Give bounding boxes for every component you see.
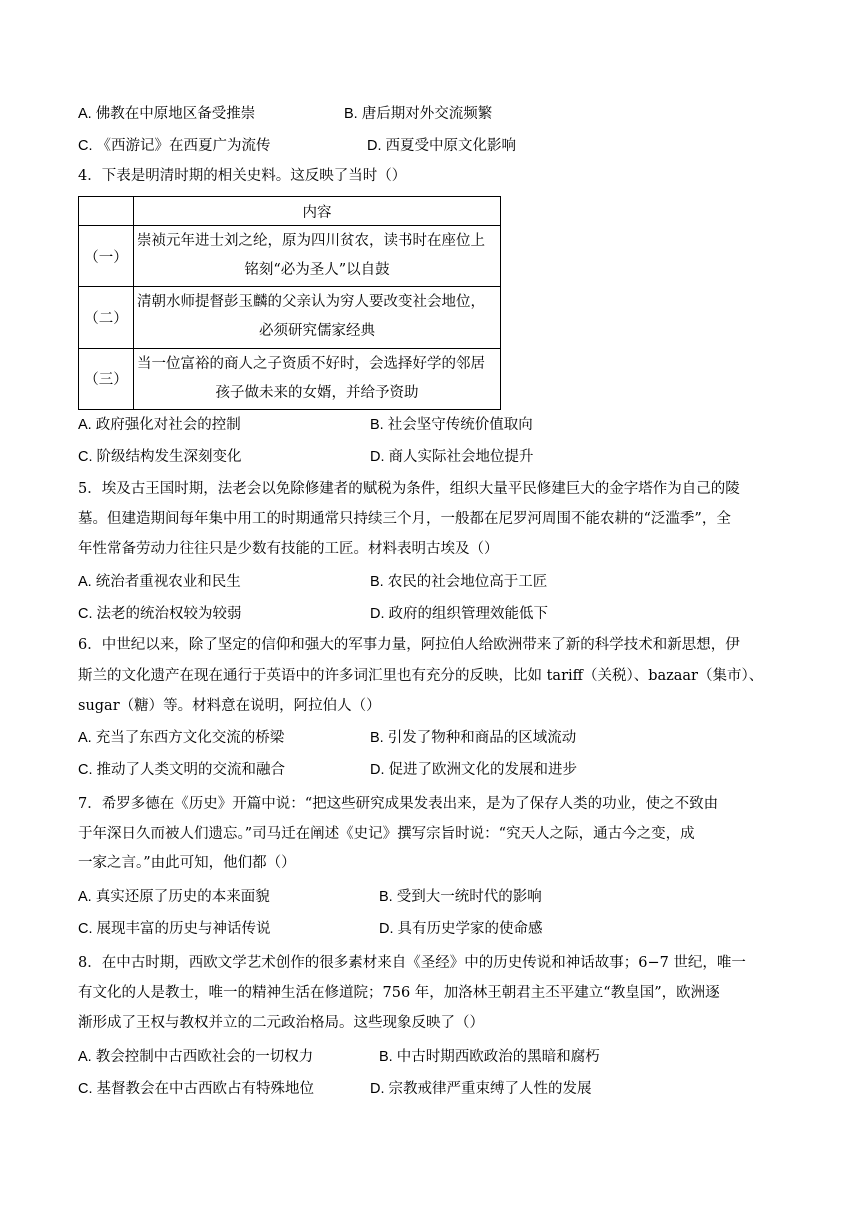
q3-option-a: A. 佛教在中原地区备受推崇 (78, 106, 256, 122)
q6-stem-line3: sugar（糖）等。材料意在说明，阿拉伯人（） (78, 698, 381, 714)
q5-stem-line1: 5．埃及古王国时期，法老会以免除修建者的赋税为条件，组织大量平民修建巨大的金字塔作为自己的陵 (78, 481, 740, 497)
q3-option-b: B. 唐后期对外交流频繁 (344, 106, 493, 122)
table-row (79, 287, 501, 348)
q5-option-b: B. 农民的社会地位高于工匠 (370, 574, 548, 590)
q5-option-d: D. 政府的组织管理效能低下 (370, 606, 549, 622)
table-row-line2: 孩子做未来的女婿，并给予资助 (215, 384, 419, 401)
table-row-number: （二） (79, 287, 134, 348)
q6-stem-line1: 6．中世纪以来，除了坚定的信仰和强大的军事力量，阿拉伯人给欧洲带来了新的科学技术和新思想，伊 (78, 637, 740, 653)
q8-stem-line3: 渐形成了王权与教权并立的二元政治格局。这些现象反映了（） (78, 1015, 484, 1031)
q6-option-d: D. 促进了欧洲文化的发展和进步 (370, 762, 578, 778)
table-row (79, 226, 501, 287)
q6-option-c: C. 推动了人类文明的交流和融合 (78, 762, 286, 778)
q7-option-a: A. 真实还原了历史的本来面貌 (78, 889, 270, 905)
table-row-line1: 崇祯元年进士刘之纶，原为四川贫农，读书时在座位上 (137, 233, 485, 250)
q6-option-a: A. 充当了东西方文化交流的桥梁 (78, 730, 285, 746)
q8-stem-line1: 8．在中古时期，西欧文学艺术创作的很多素材来自《圣经》中的历史传说和神话故事；6−7 世纪，唯一 (78, 955, 746, 971)
table-row-line1: 清朝水师提督彭玉麟的父亲认为穷人要改变社会地位， (137, 294, 485, 311)
q5-stem-line2: 墓。但建造期间每年集中用工的时期通常只持续三个月，一般都在尼罗河周围不能农耕的“泛滥季”，全 (78, 511, 731, 527)
q5-stem-line3: 年性常备劳动力往往只是少数有技能的工匠。材料表明古埃及（） (78, 541, 499, 557)
q7-stem-line3: 一家之言。”由此可知，他们都（） (78, 855, 296, 871)
q4-option-b: B. 社会坚守传统价值取向 (370, 417, 533, 433)
q7-option-c: C. 展现丰富的历史与神话传说 (78, 921, 271, 937)
q4-source-table (78, 196, 501, 410)
table-row-content (134, 287, 501, 348)
q4-option-d: D. 商人实际社会地位提升 (370, 449, 534, 465)
table-row-line2: 必须研究儒家经典 (259, 323, 375, 340)
q4-stem: 4．下表是明清时期的相关史料。这反映了当时（） (78, 168, 407, 184)
q8-option-c: C. 基督教会在中古西欧占有特殊地位 (78, 1081, 315, 1097)
table-row-content (134, 226, 501, 287)
q8-option-b: B. 中古时期西欧政治的黑暗和腐朽 (379, 1049, 600, 1065)
q6-stem-line2: 斯兰的文化遗产在现在通行于英语中的许多词汇里也有充分的反映，比如 tariff（关税）、bazaar（集市）、 (78, 668, 764, 684)
q8-option-d: D. 宗教戒律严重束缚了人性的发展 (370, 1081, 592, 1097)
table-header-empty (79, 197, 134, 226)
table-row-number: （一） (79, 226, 134, 287)
table-row-line1: 当一位富裕的商人之子资质不好时，会选择好学的邻居 (137, 355, 485, 372)
q6-option-b: B. 引发了物种和商品的区域流动 (370, 730, 577, 746)
q5-option-c: C. 法老的统治权较为较弱 (78, 606, 242, 622)
table-header-row (79, 197, 501, 226)
q7-option-d: D. 具有历史学家的使命感 (379, 921, 543, 937)
q8-stem-line2: 有文化的人是教士，唯一的精神生活在修道院；756 年，加洛林王朝君主丕平建立“教皇国”，欧洲逐 (78, 985, 720, 1001)
q7-stem-line2: 于年深日久而被人们遗忘。”司马迁在阐述《史记》撰写宗旨时说：“究天人之际，通古今之变，成 (78, 826, 695, 842)
q3-option-c: C. 《西游记》在西夏广为流传 (78, 138, 271, 154)
table-row-number: （三） (79, 348, 134, 409)
q3-option-d: D. 西夏受中原文化影响 (367, 138, 517, 154)
q4-option-c: C. 阶级结构发生深刻变化 (78, 449, 242, 465)
q4-option-a: A. 政府强化对社会的控制 (78, 417, 241, 433)
q7-stem-line1: 7．希罗多德在《历史》开篇中说：“把这些研究成果发表出来，是为了保存人类的功业，使之不致由 (78, 796, 719, 812)
q7-option-b: B. 受到大一统时代的影响 (379, 889, 542, 905)
table-row-content (134, 348, 501, 409)
table-header-content: 内容 (134, 197, 501, 226)
q8-option-a: A. 教会控制中古西欧社会的一切权力 (78, 1049, 314, 1065)
q5-option-a: A. 统治者重视农业和民生 (78, 574, 241, 590)
table-row (79, 348, 501, 409)
table-row-line2: 铭刻“必为圣人”以自鼓 (244, 262, 390, 279)
